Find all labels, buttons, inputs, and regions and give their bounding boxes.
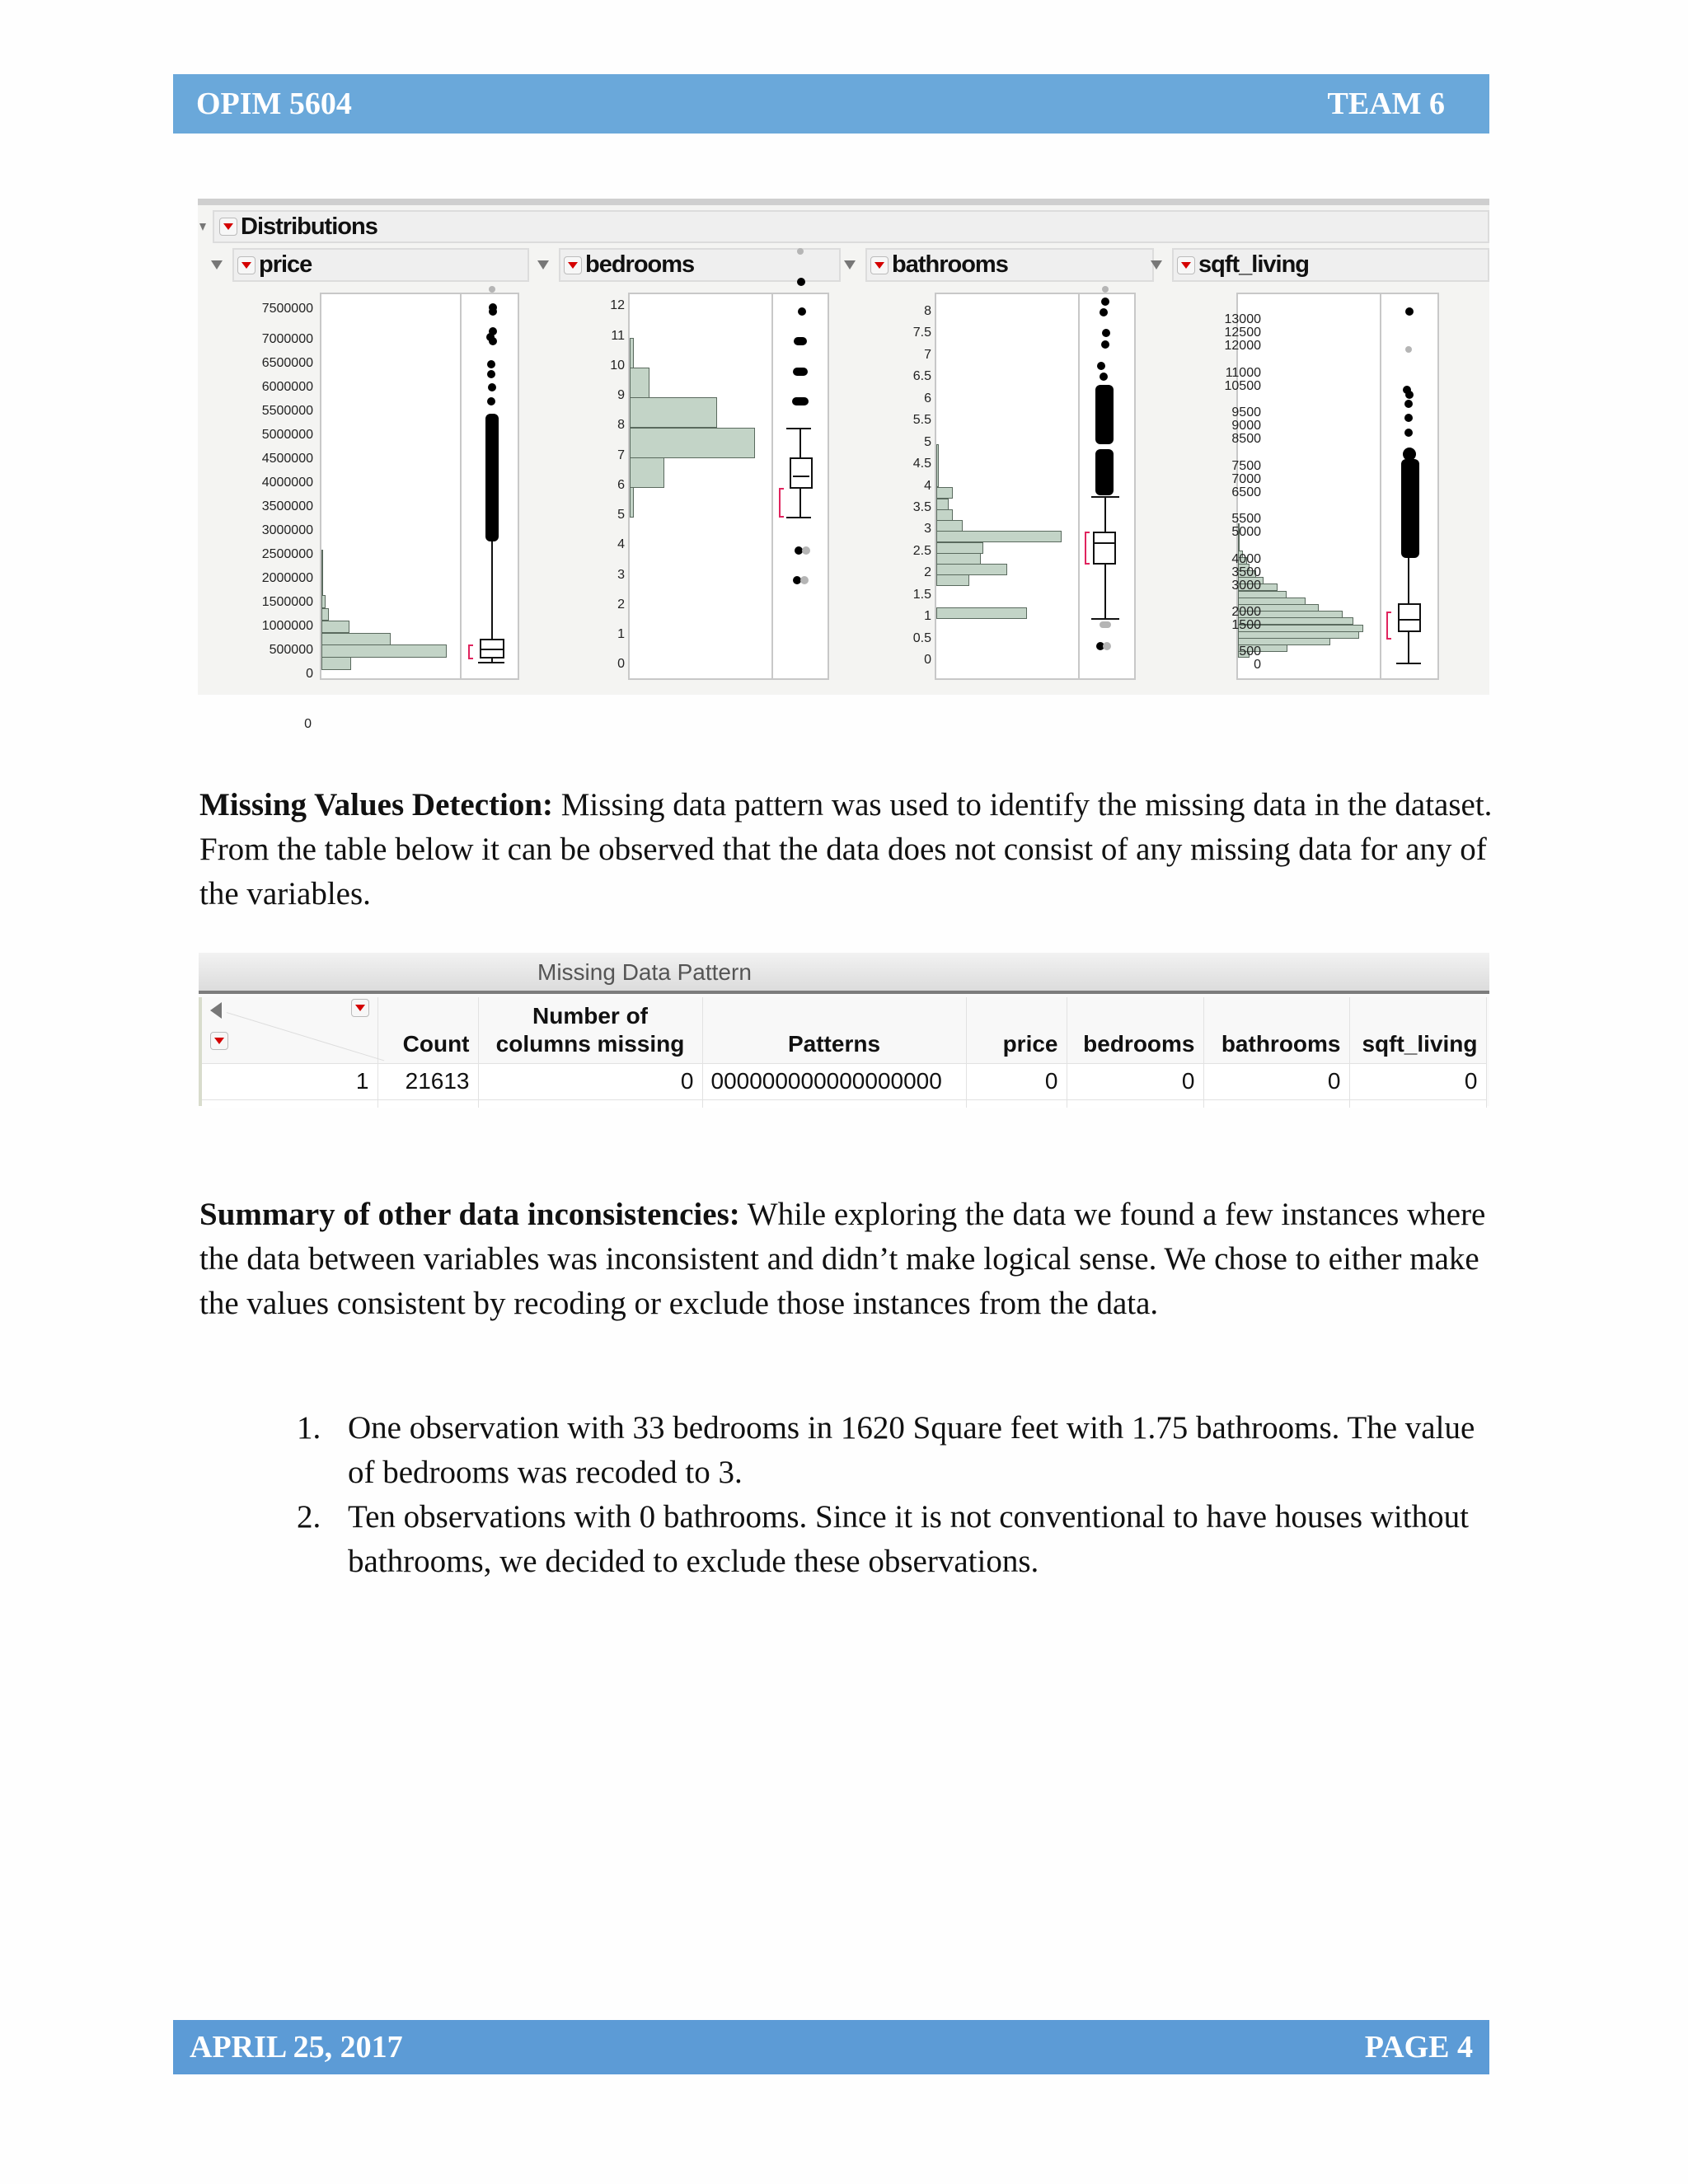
cell-bedrooms: 0 [1067,1063,1203,1099]
disclosure-triangle-icon[interactable] [211,260,223,269]
missing-values-paragraph [199,783,1502,916]
table-row[interactable] [202,1063,1486,1099]
collapse-arrow-icon[interactable] [210,1002,222,1019]
missing-values-body: Missing data pattern was used to identify the missing data in the dataset. From the table below it can be observed that the data does not consist of any missing data for any of the variables. [199,787,1493,912]
bedrooms-label: bedrooms [585,251,695,278]
course-code: OPIM 5604 [196,87,352,121]
team-name: TEAM 6 [1327,87,1445,121]
red-triangle-menu-icon[interactable] [351,999,369,1017]
distributions-title: Distributions [241,213,377,240]
col-patterns[interactable]: Patterns [702,997,966,1063]
list-text: Ten observations with 0 bathrooms. Since it is not conventional to have houses without bathrooms, we decided to exclude these observations. [348,1499,1469,1579]
red-triangle-menu-icon[interactable] [219,218,237,236]
cell-sqft-living: 0 [1349,1063,1486,1099]
col-count[interactable]: Count [377,997,478,1063]
bathrooms-plot [935,293,1136,680]
red-triangle-menu-icon[interactable] [564,256,582,274]
bedrooms-plot [628,293,829,680]
col-sqft-living[interactable]: sqft_living [1349,997,1486,1063]
list-number: 2. [297,1499,321,1535]
inconsistency-list [297,1406,1500,1584]
list-item [297,1406,1500,1495]
summary-body: While exploring the data we found a few instances where the data between variables was inconsistent and didn’t make logical sense. We chose to either make the values consistent by recoding or exclude those instances from the data. [199,1197,1486,1321]
cell-count: 21613 [377,1063,478,1099]
table-title-bar [199,953,1489,994]
cell-bathrooms: 0 [1203,1063,1349,1099]
red-triangle-menu-icon[interactable] [210,1032,228,1050]
red-triangle-menu-icon[interactable] [870,256,889,274]
panel-top-border [198,199,1489,205]
cell-number-missing: 0 [478,1063,702,1099]
table-row-partial [202,1099,1486,1108]
price-plot [320,293,519,680]
footer-date: APRIL 25, 2017 [190,2030,403,2064]
red-triangle-menu-icon[interactable] [1177,256,1195,274]
summary-heading: Summary of other data inconsistencies: [199,1197,740,1232]
summary-paragraph [199,1193,1502,1326]
col-price[interactable]: price [966,997,1067,1063]
cell-price: 0 [966,1063,1067,1099]
red-triangle-menu-icon[interactable] [237,256,256,274]
disclosure-triangle-icon[interactable] [199,220,206,235]
page-number: PAGE 4 [1364,2030,1473,2064]
disclosure-triangle-icon[interactable] [537,260,549,269]
missing-data-pattern-table [199,953,1489,1106]
price-title-box [232,248,529,282]
col-bedrooms[interactable]: bedrooms [1067,997,1203,1063]
sqft-living-plot [1236,293,1439,680]
col-number-missing[interactable]: Number of columns missing [478,997,702,1063]
list-text: One observation with 33 bedrooms in 1620 Square feet with 1.75 bathrooms. The value of bedrooms was recoded to 3. [348,1410,1475,1490]
sqft-living-label: sqft_living [1198,251,1310,278]
sqft-living-title-box [1172,248,1489,282]
disclosure-triangle-icon[interactable] [844,260,856,269]
row-number: 1 [202,1063,377,1099]
cell-pattern: 000000000000000000 [702,1063,966,1099]
missing-values-heading: Missing Values Detection: [199,787,553,823]
page-footer [173,2020,1489,2074]
bedrooms-distribution [537,248,842,693]
table-corner [202,997,377,1063]
list-item [297,1495,1500,1584]
list-number: 1. [297,1410,321,1446]
disclosure-triangle-icon[interactable] [1151,260,1162,269]
price-distribution: price 0 [211,248,516,693]
distributions-title-row [213,210,1489,243]
price-label: price [259,251,312,278]
pattern-table [202,997,1487,1108]
col-bathrooms[interactable]: bathrooms [1203,997,1349,1063]
bathrooms-label: bathrooms [892,251,1008,278]
bathrooms-title-box [865,248,1154,282]
page-header [173,74,1489,134]
table-title: Missing Data Pattern [537,959,752,985]
